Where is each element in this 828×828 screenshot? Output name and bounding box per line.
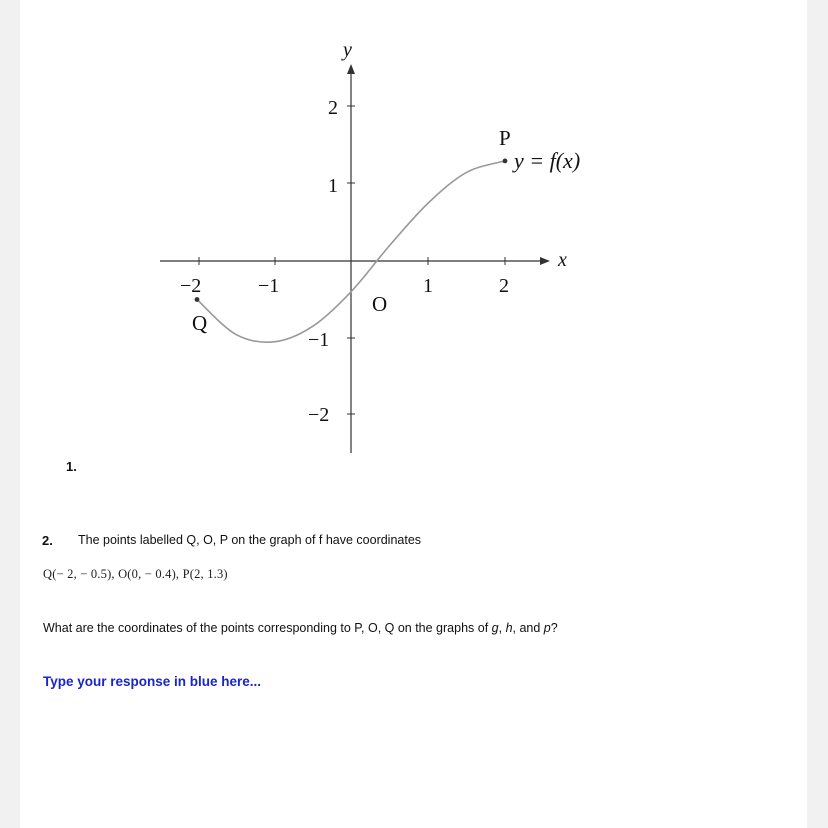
- x-tick-label: 2: [499, 275, 509, 297]
- y-axis-arrow: [347, 64, 355, 74]
- x-tick-label: −2: [180, 275, 202, 297]
- prompt-sep: ,: [498, 621, 506, 635]
- point-q-marker: [195, 297, 200, 302]
- x-tick-label: −1: [258, 275, 280, 297]
- question-2-number: 2.: [42, 533, 53, 548]
- x-axis-arrow: [540, 257, 550, 265]
- point-q-label: Q: [192, 311, 208, 335]
- y-tick-label: 2: [328, 97, 338, 119]
- document-page: [20, 0, 807, 828]
- point-p-label: P: [499, 126, 511, 150]
- question-1-number: 1.: [66, 459, 77, 474]
- y-tick-label: −1: [308, 329, 330, 351]
- prompt-start: What are the coordinates of the points corresponding to P, O, Q on the graphs of: [43, 621, 492, 635]
- x-axis-label: x: [558, 249, 567, 271]
- x-tick-label: 1: [423, 275, 433, 297]
- curve-label: y = f(x): [514, 148, 581, 173]
- question-2-prompt: [43, 621, 558, 635]
- point-o-label: O: [372, 292, 388, 316]
- question-2-intro: The points labelled Q, O, P on the graph of f have coordinates: [78, 533, 422, 547]
- function-graph: [20, 0, 807, 470]
- y-tick-label: −2: [308, 404, 330, 426]
- prompt-end: ?: [550, 621, 558, 635]
- function-h: h: [505, 621, 513, 635]
- prompt-sep: , and: [512, 621, 544, 635]
- point-p-marker: [503, 159, 508, 164]
- y-axis-label: y: [343, 39, 352, 61]
- y-tick-label: 1: [328, 175, 338, 197]
- function-p: p: [543, 621, 551, 635]
- point-coordinates: Q(− 2, − 0.5), O(0, − 0.4), P(2, 1.3): [43, 567, 228, 581]
- function-g: g: [491, 621, 499, 635]
- response-field[interactable]: Type your response in blue here...: [43, 674, 262, 689]
